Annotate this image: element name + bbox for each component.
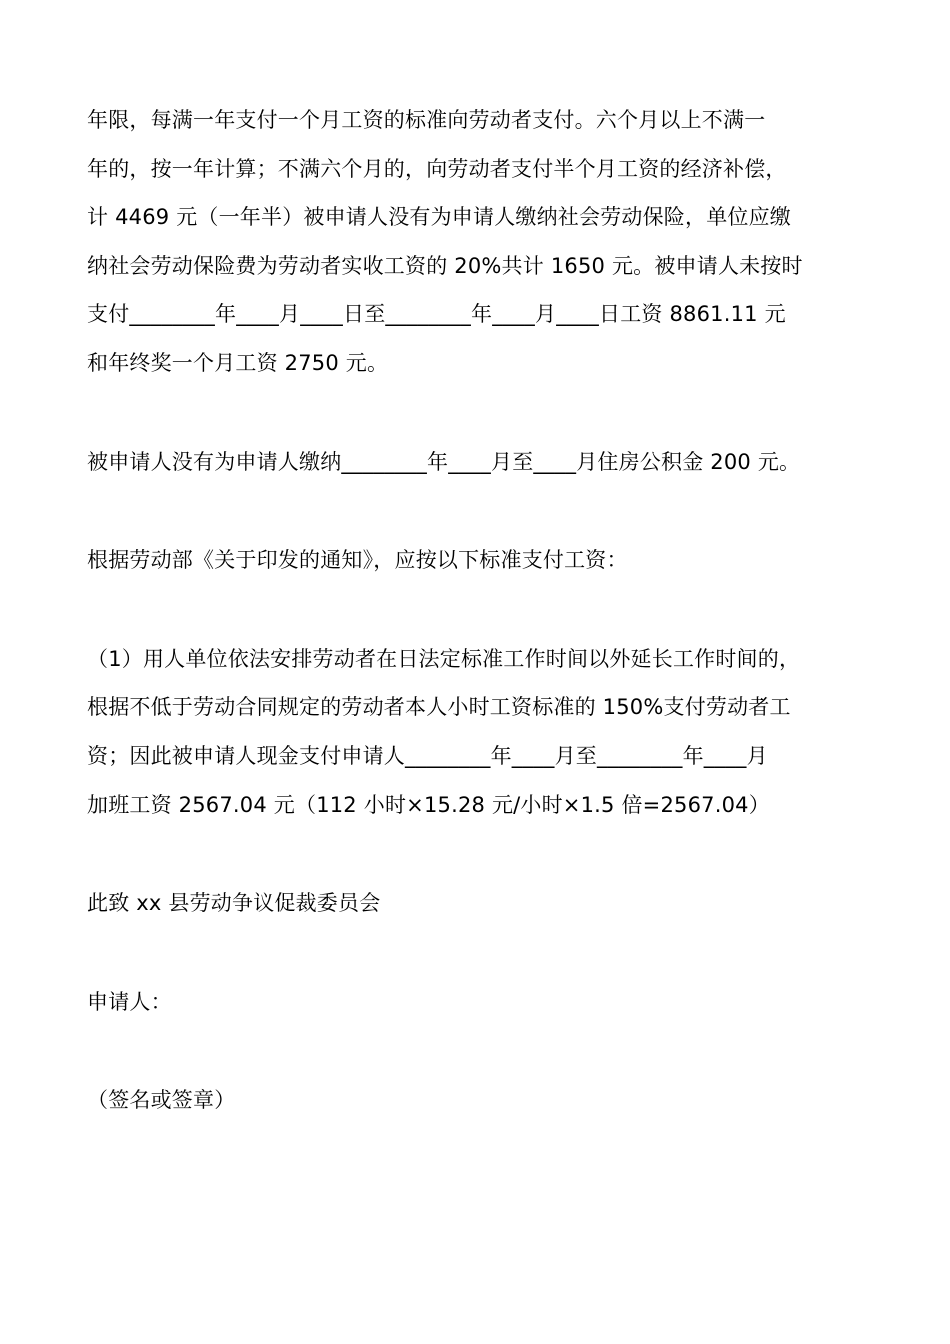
paragraph-addressee bbox=[87, 879, 867, 928]
text-line: 资；因此被申请人现金支付申请人________年____月至________年____月 bbox=[87, 743, 768, 768]
text-line: 此致 xx 县劳动争议促裁委员会 bbox=[87, 891, 381, 916]
text-line: 纳社会劳动保险费为劳动者实收工资的 20%共计 1650 元。被申请人未按时 bbox=[87, 253, 803, 278]
paragraph-legal-basis bbox=[87, 536, 867, 585]
paragraph-gap bbox=[87, 1026, 867, 1076]
paragraph-applicant bbox=[87, 978, 867, 1027]
text-line: 根据不低于劳动合同规定的劳动者本人小时工资标准的 150%支付劳动者工 bbox=[87, 695, 791, 720]
paragraph-overtime bbox=[87, 635, 867, 829]
text-line: 支付________年____月____日至________年____月____日工资 8861.11 元 bbox=[87, 302, 786, 327]
paragraph-housing-fund bbox=[87, 438, 867, 487]
paragraph-gap bbox=[87, 388, 867, 438]
paragraph-gap bbox=[87, 486, 867, 536]
text-line: 计 4469 元（一年半）被申请人没有为申请人缴纳社会劳动保险，单位应缴 bbox=[87, 205, 791, 230]
text-line: 加班工资 2567.04 元（112 小时×15.28 元/小时×1.5 倍=2567.04） bbox=[87, 792, 770, 817]
text-line: 被申请人没有为申请人缴纳________年____月至____月住房公积金 200 元。 bbox=[87, 449, 801, 474]
paragraph-compensation bbox=[87, 96, 867, 388]
text-line: 申请人： bbox=[87, 989, 172, 1014]
text-line: 年的，按一年计算；不满六个月的，向劳动者支付半个月工资的经济补偿， bbox=[87, 156, 787, 181]
text-line: 根据劳动部《关于印发的通知》，应按以下标准支付工资： bbox=[87, 548, 628, 573]
text-line: 年限，每满一年支付一个月工资的标准向劳动者支付。六个月以上不满一 bbox=[87, 108, 766, 132]
paragraph-gap bbox=[87, 928, 867, 978]
document-body bbox=[87, 96, 867, 1125]
text-line: （签名或签章） bbox=[87, 1088, 236, 1113]
paragraph-gap bbox=[87, 585, 867, 635]
text-line: 和年终奖一个月工资 2750 元。 bbox=[87, 350, 389, 375]
text-line: （1）用人单位依法安排劳动者在日法定标准工作时间以外延长工作时间的， bbox=[87, 646, 801, 671]
paragraph-gap bbox=[87, 829, 867, 879]
paragraph-signature bbox=[87, 1076, 867, 1125]
